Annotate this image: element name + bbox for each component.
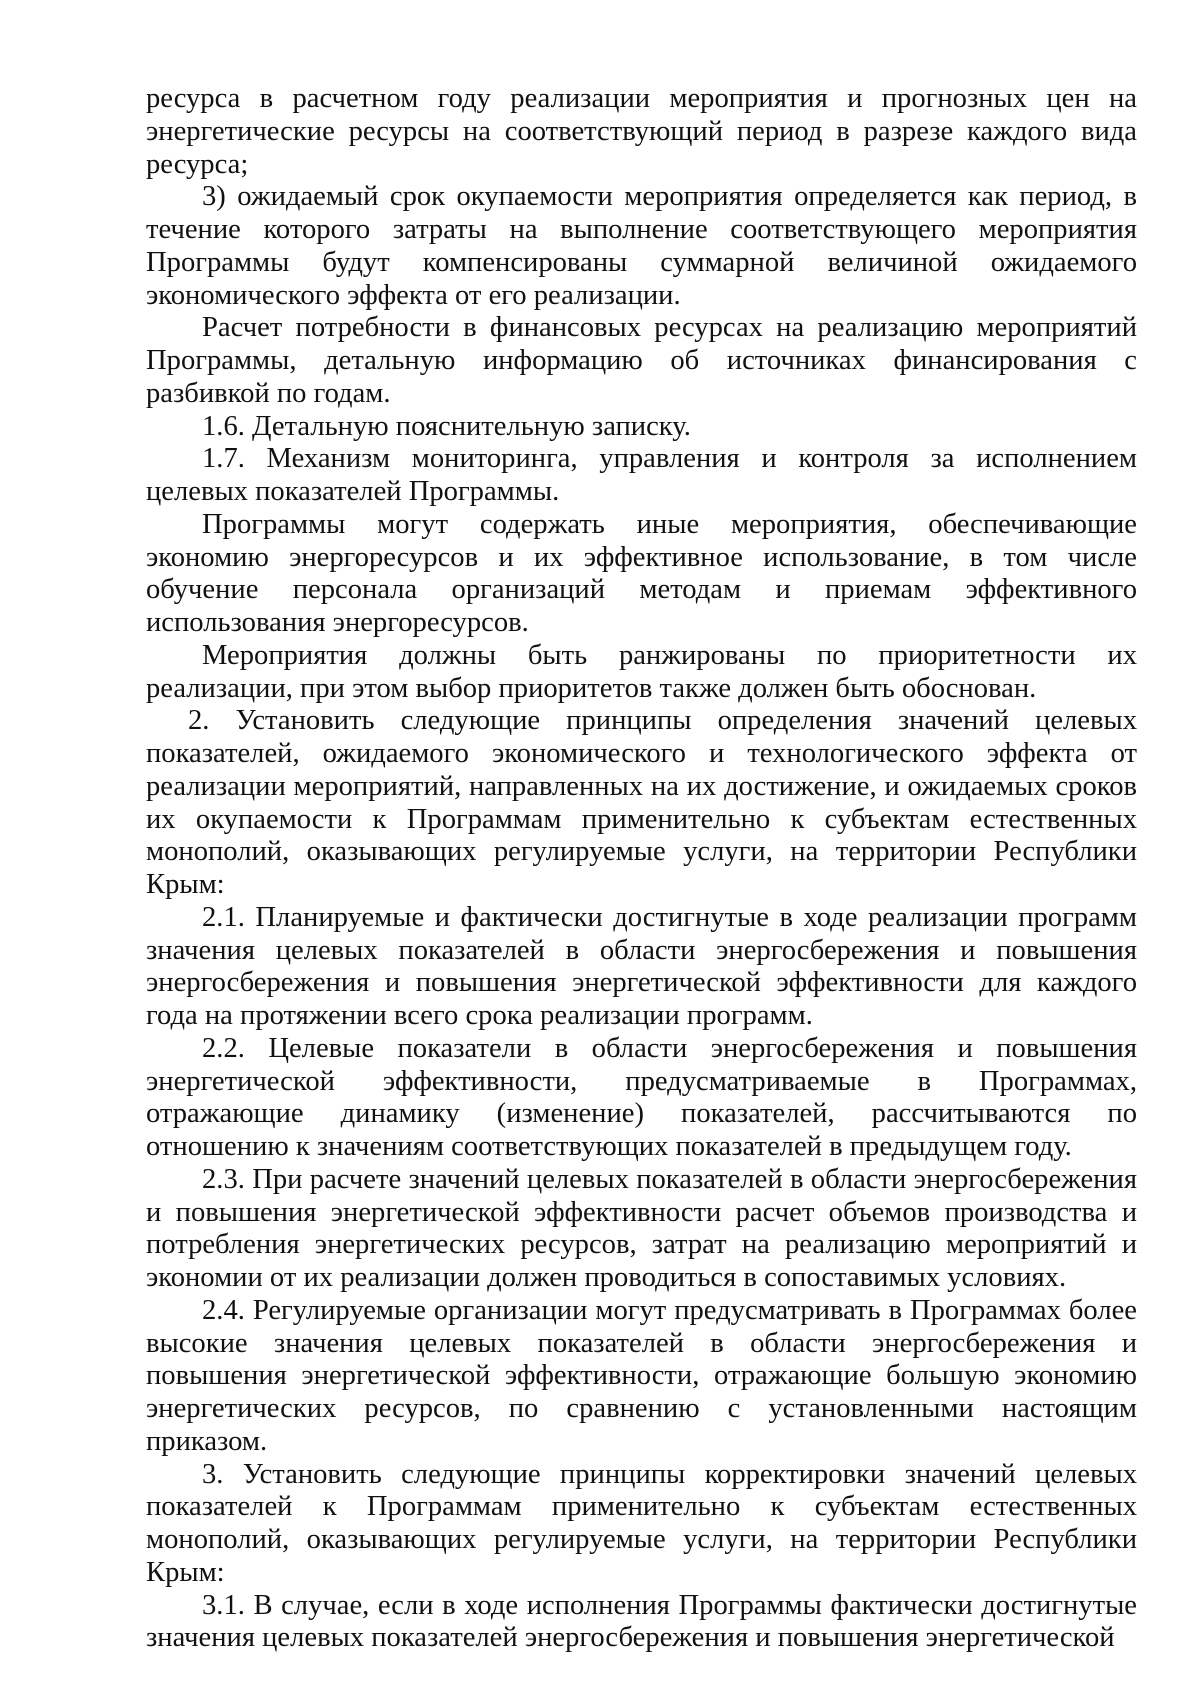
paragraph-item-2-4: 2.4. Регулируемые организации могут предусматривать в Программах более высокие значения целевых показателей в области энергосбережения и повышения энергетической эффективности, отражающие большую экономию энергетических ресурсов, по сравнению с установленными настоящим приказом. xyxy=(146,1294,1137,1457)
paragraph-financing-calculation: Расчет потребности в финансовых ресурсах на реализацию мероприятий Программы, детальную информацию об источниках финансирования с разбивкой по годам. xyxy=(146,312,1137,409)
paragraph-item-1-7: 1.7. Механизм мониторинга, управления и контроля за исполнением целевых показателей Программы. xyxy=(146,443,1137,507)
paragraph-payback-period: 3) ожидаемый срок окупаемости мероприятия определяется как период, в течение которого затраты на выполнение соответствующего мероприятия Программы будут компенсированы суммарной величиной ожидаемого экономического эффекта от его реализации. xyxy=(146,181,1137,311)
paragraph-other-measures: Программы могут содержать иные мероприятия, обеспечивающие экономию энергоресурсов и их эффективное использование, в том числе обучение персонала организаций методам и приемам эффективного использования энергоресурсов. xyxy=(146,508,1137,638)
paragraph-item-3-1: 3.1. В случае, если в ходе исполнения Программы фактически достигнутые значения целевых показателей энергосбережения и повышения энергетической xyxy=(146,1589,1137,1654)
paragraph-item-2: 2. Установить следующие принципы определения значений целевых показателей, ожидаемого экономического и технологического эффекта от реализации мероприятий, направленных на их достижение, и ожидаемых сроков их окупаемости к Программам применительно к субъектам естественных монополий, оказывающих регулируемые услуги, на территории Республики Крым: xyxy=(146,705,1137,900)
paragraph-item-3: 3. Установить следующие принципы корректировки значений целевых показателей к Программам применительно к субъектам естественных монополий, оказывающих регулируемые услуги, на территории Республики Крым: xyxy=(146,1458,1137,1588)
paragraph-item-2-3: 2.3. При расчете значений целевых показателей в области энергосбережения и повышения энергетической эффективности расчет объемов производства и потребления энергетических ресурсов, затрат на реализацию мероприятий и экономии от их реализации должен проводиться в сопоставимых условиях. xyxy=(146,1163,1137,1293)
paragraph-item-2-1: 2.1. Планируемые и фактически достигнутые в ходе реализации программ значения целевых показателей в области энергосбережения и повышения энергосбережения и повышения энергетической эффективности для каждого года на протяжении всего срока реализации программ. xyxy=(146,901,1137,1031)
paragraph-resource-continuation: ресурса в расчетном году реализации мероприятия и прогнозных цен на энергетические ресурсы на соответствующий период в разрезе каждого вида ресурса; xyxy=(146,83,1137,180)
paragraph-item-1-6: 1.6. Детальную пояснительную записку. xyxy=(202,410,691,442)
paragraph-measures-ranking: Мероприятия должны быть ранжированы по приоритетности их реализации, при этом выбор приоритетов также должен быть обоснован. xyxy=(146,639,1137,704)
paragraph-item-2-2: 2.2. Целевые показатели в области энергосбережения и повышения энергетической эффективности, предусматриваемые в Программах, отражающие динамику (изменение) показателей, рассчитываются по отношению к значениям соответствующих показателей в предыдущем году. xyxy=(146,1032,1137,1162)
document-page xyxy=(146,83,1137,1655)
